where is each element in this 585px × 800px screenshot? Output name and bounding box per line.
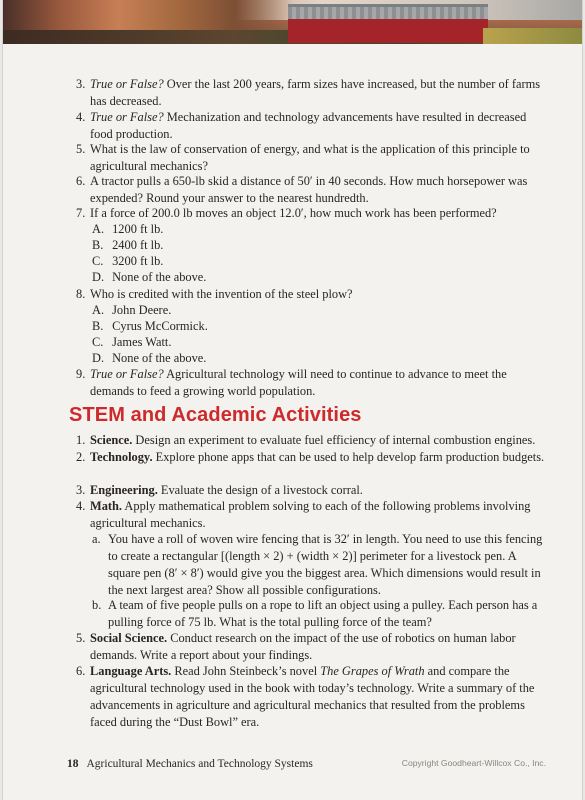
math-problem-a: a. You have a roll of woven wire fencing that is 32′ in length. You need to use this fencing to create a rectangular [(length × 2) + (width × 2)] perimeter for a livestock pen. A square pen (8′ × 8′) would give you the biggest area. Which dimensions would result in the next largest area? Show all possible configurations.: [92, 532, 543, 597]
activity-language-arts: 6. Language Arts. Read John Steinbeck’s novel The Grapes of Wrath and compare the agricultural technology used in the book with today’s technology. Write a summary of the advancements in agriculture and agricultural mechanics that resulted from the problems faced during the “Dust Bowl” era.: [76, 664, 535, 729]
question-4: 4. True or False? Mechanization and technology advancements have resulted in decreased food production.: [76, 110, 527, 141]
activity-social-science: 5. Social Science. Conduct research on the impact of the use of robotics on human labor demands. Write a report about your findings.: [76, 631, 516, 662]
activity-math: 4. Math. Apply mathematical problem solving to each of the following problems involving agricultural mechanics.: [76, 499, 531, 530]
q8-option-d: D. None of the above.: [92, 351, 207, 365]
section-heading: STEM and Academic Activities: [69, 404, 362, 426]
question-8: 8. Who is credited with the invention of the steel plow?: [76, 287, 353, 301]
activity-science: 1. Science. Design an experiment to evaluate fuel efficiency of internal combustion engines.: [76, 433, 536, 447]
red-barn-image: [288, 4, 488, 43]
farm-photo-banner: [3, 0, 583, 44]
q8-option-b: B. Cyrus McCormick.: [92, 319, 208, 333]
q7-option-d: D. None of the above.: [92, 270, 207, 284]
page-footer: [67, 758, 313, 770]
q7-option-c: C. 3200 ft lb.: [92, 254, 164, 268]
activity-technology: 2. Technology. Explore phone apps that can be used to help develop farm production budgets.: [76, 450, 545, 464]
book-title: Agricultural Mechanics and Technology Systems: [86, 758, 313, 770]
question-6: 6. A tractor pulls a 650-lb skid a distance of 50′ in 40 seconds. How much horsepower was expended? Round your answer to the nearest hundredth.: [76, 174, 528, 205]
activity-engineering: 3. Engineering. Evaluate the design of a livestock corral.: [76, 483, 363, 497]
q8-option-a: A. John Deere.: [92, 303, 172, 317]
question-3: 3. True or False? Over the last 200 years, farm sizes have increased, but the number of farms has decreased.: [76, 77, 541, 108]
question-5: 5. What is the law of conservation of energy, and what is the application of this principle to agricultural mechanics?: [76, 142, 530, 173]
question-9: 9. True or False? Agricultural technology will need to continue to advance to meet the demands to feed a growing world population.: [76, 367, 507, 398]
textbook-page: [2, 0, 583, 800]
q8-option-c: C. James Watt.: [92, 335, 172, 349]
q7-option-b: B. 2400 ft lb.: [92, 238, 164, 252]
page-number: 18: [67, 758, 79, 770]
question-7: 7. If a force of 200.0 lb moves an object 12.0′, how much work has been performed?: [76, 206, 497, 220]
q7-option-a: A. 1200 ft lb.: [92, 222, 164, 236]
copyright-notice: Copyright Goodheart-Willcox Co., Inc.: [401, 758, 546, 768]
math-problem-b: b. A team of five people pulls on a rope to lift an object using a pulley. Each person has a pulling force of 75 lb. What is the total pulling force of the team?: [92, 598, 538, 629]
